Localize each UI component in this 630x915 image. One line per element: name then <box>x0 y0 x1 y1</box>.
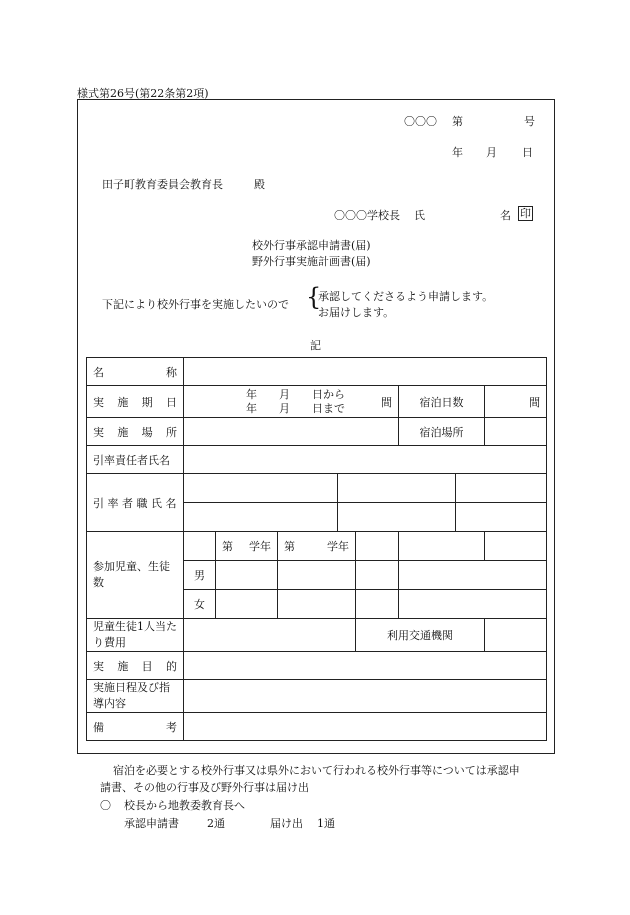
male-cell-1 <box>216 561 278 590</box>
place-label: 実 施 場 所 <box>87 418 184 446</box>
note-line-1: 宿泊を必要とする校外行事又は県外において行われる校外行事等については承認申 <box>113 764 520 777</box>
application-table <box>86 357 547 741</box>
brace-mark: { <box>306 283 322 311</box>
escort-cell-3 <box>456 474 547 503</box>
sender-shi: 氏 <box>414 209 425 222</box>
period-value: 年 月 日から 年 月 日まで 間 <box>184 386 399 418</box>
note-approval-count: 2通 <box>207 817 225 830</box>
grade-2-header: 第 学年 <box>278 532 356 561</box>
purpose-value <box>184 652 547 680</box>
male-cell-2 <box>278 561 356 590</box>
escort-cell-2 <box>338 474 456 503</box>
note-bullet: 〇 <box>100 799 111 812</box>
female-label: 女 <box>184 590 216 619</box>
schedule-label: 実施日程及び指導内容 <box>87 680 184 713</box>
nights-label: 宿泊日数 <box>399 386 485 418</box>
note-approval: 承認申請書 <box>124 817 179 830</box>
sender-mei: 名 <box>500 209 511 222</box>
female-cell-2 <box>278 590 356 619</box>
escort-cell-4 <box>184 503 338 532</box>
addressee: 田子町教育委員会教育長 <box>102 178 223 191</box>
participants-label: 参加児童、生徒数 <box>87 532 184 619</box>
name-value <box>184 358 547 386</box>
escort-cell-6 <box>456 503 547 532</box>
grade-1-header: 第 学年 <box>216 532 278 561</box>
male-cell-4 <box>399 561 547 590</box>
escort-cell-5 <box>338 503 456 532</box>
name-label: 名 称 <box>87 358 184 386</box>
escort-label: 引 率 者 職 氏 名 <box>87 474 184 532</box>
note-bullet-text: 校長から地教委教育長へ <box>124 799 245 812</box>
place-value <box>184 418 399 446</box>
grade-4-header <box>399 532 485 561</box>
female-cell-3 <box>356 590 399 619</box>
date-year: 年 <box>452 146 463 159</box>
transport-label: 利用交通機関 <box>356 619 485 652</box>
transport-value <box>485 619 547 652</box>
number-dai: 第 <box>452 115 463 128</box>
period-label: 実 施 期 日 <box>87 386 184 418</box>
ki-heading: 記 <box>310 339 321 352</box>
title-2: 野外行事実施計画書(届) <box>252 255 371 268</box>
request-lead: 下記により校外行事を実施したいので <box>102 298 289 311</box>
female-cell-1 <box>216 590 278 619</box>
remarks-label: 備 考 <box>87 713 184 741</box>
sender-school: 〇〇〇学校長 <box>334 209 400 222</box>
form-number: 様式第26号(第22条第2項) <box>77 87 209 100</box>
nights-unit: 間 <box>485 386 547 418</box>
addressee-honorific: 殿 <box>254 178 265 191</box>
date-month: 月 <box>486 146 497 159</box>
note-line-2: 請書、その他の行事及び野外行事は届け出 <box>100 781 309 794</box>
date-day: 日 <box>522 146 533 159</box>
female-cell-4 <box>399 590 547 619</box>
period-ma: 間 <box>381 395 392 409</box>
schedule-value <box>184 680 547 713</box>
leader-value <box>184 446 547 474</box>
leader-label: 引率責任者氏名 <box>87 446 184 474</box>
cost-value <box>184 619 356 652</box>
participants-blank <box>184 532 216 561</box>
cost-label: 児童生徒1人当たり費用 <box>87 619 184 652</box>
request-option-1: 承認してくださるよう申請します。 <box>318 290 494 303</box>
note-notice-count: 1通 <box>317 817 335 830</box>
number-prefix: 〇〇〇 <box>404 115 437 128</box>
grade-5-header <box>485 532 547 561</box>
purpose-label: 実 施 目 的 <box>87 652 184 680</box>
note-notice: 届け出 <box>270 817 303 830</box>
grade-3-header <box>356 532 399 561</box>
remarks-value <box>184 713 547 741</box>
male-label: 男 <box>184 561 216 590</box>
seal-mark: 印 <box>520 207 531 220</box>
lodging-value <box>485 418 547 446</box>
title-1: 校外行事承認申請書(届) <box>252 239 371 252</box>
number-go: 号 <box>524 115 535 128</box>
request-option-2: お届けします。 <box>318 306 395 319</box>
escort-cell-1 <box>184 474 338 503</box>
male-cell-3 <box>356 561 399 590</box>
lodging-label: 宿泊場所 <box>399 418 485 446</box>
